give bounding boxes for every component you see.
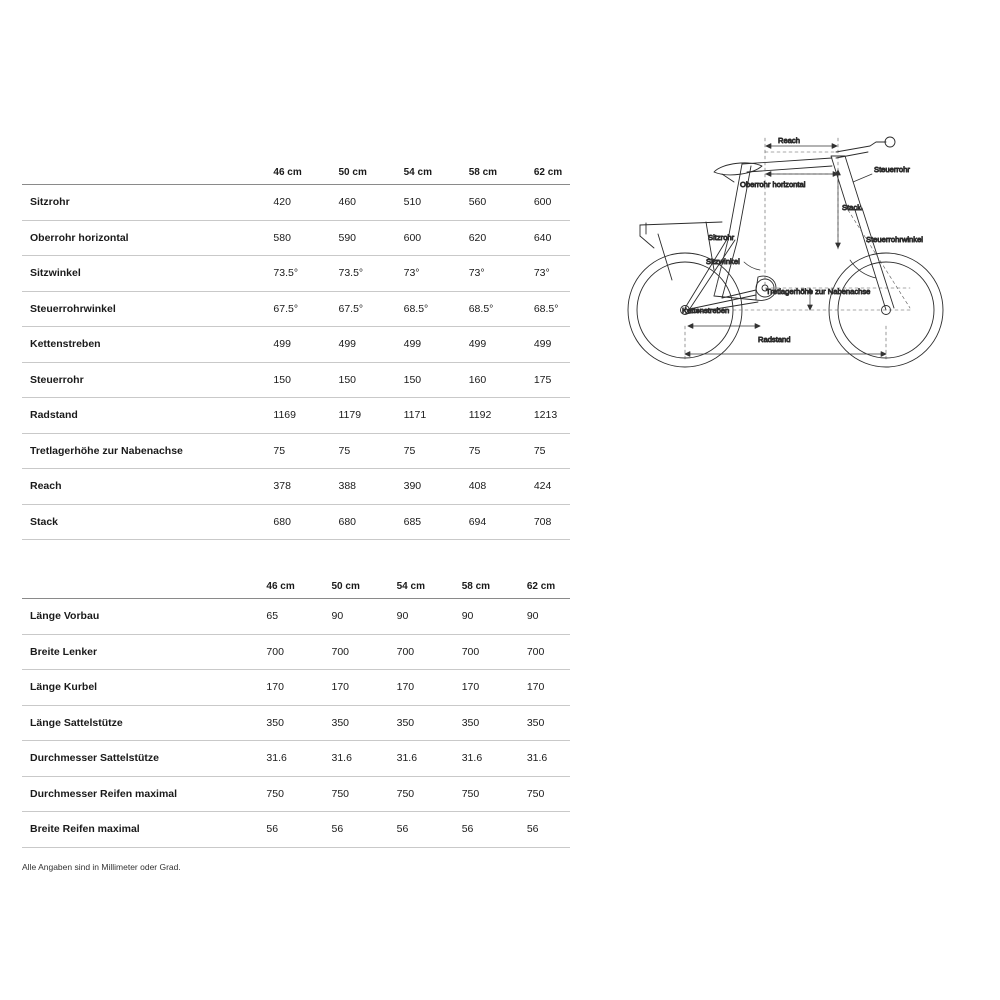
- table-row: [22, 291, 570, 327]
- table-row: [22, 599, 570, 635]
- row-value: 68.5°: [375, 291, 440, 327]
- row-value: 56: [440, 812, 505, 848]
- row-value: 600: [375, 220, 440, 256]
- row-value: 31.6: [505, 741, 570, 777]
- table-row: [22, 776, 570, 812]
- row-value: 350: [505, 705, 570, 741]
- row-label: Sitzrohr: [22, 185, 244, 221]
- components-size-header-5: 62 cm: [505, 564, 570, 599]
- row-label: Oberrohr horizontal: [22, 220, 244, 256]
- row-value: 750: [310, 776, 375, 812]
- row-value: 160: [440, 362, 505, 398]
- row-value: 350: [244, 705, 309, 741]
- row-value: 170: [440, 670, 505, 706]
- row-value: 73°: [505, 256, 570, 292]
- row-value: 90: [310, 599, 375, 635]
- label-stack: Stack: [842, 203, 861, 212]
- row-value: 700: [310, 634, 375, 670]
- row-value: 750: [440, 776, 505, 812]
- row-label: Radstand: [22, 398, 244, 434]
- row-value: 750: [375, 776, 440, 812]
- row-value: 73.5°: [310, 256, 375, 292]
- row-label: Tretlagerhöhe zur Nabenachse: [22, 433, 244, 469]
- row-value: 350: [310, 705, 375, 741]
- table-row: [22, 634, 570, 670]
- bike-geometry-diagram: [610, 130, 980, 390]
- geometry-size-header-1: 46 cm: [244, 150, 309, 185]
- row-value: 499: [244, 327, 309, 363]
- row-value: 388: [310, 469, 375, 505]
- row-value: 700: [375, 634, 440, 670]
- row-value: 175: [505, 362, 570, 398]
- row-value: 68.5°: [440, 291, 505, 327]
- row-value: 390: [375, 469, 440, 505]
- row-label: Durchmesser Reifen maximal: [22, 776, 244, 812]
- table-row: [22, 327, 570, 363]
- row-value: 420: [244, 185, 309, 221]
- table-row: [22, 705, 570, 741]
- label-sitzrohr: Sitzrohr: [708, 233, 735, 242]
- row-value: 708: [505, 504, 570, 540]
- row-value: 170: [244, 670, 309, 706]
- row-value: 56: [310, 812, 375, 848]
- row-value: 408: [440, 469, 505, 505]
- row-value: 90: [440, 599, 505, 635]
- row-value: 499: [505, 327, 570, 363]
- row-value: 700: [505, 634, 570, 670]
- table-row: [22, 398, 570, 434]
- row-value: 350: [375, 705, 440, 741]
- table-row: [22, 256, 570, 292]
- row-label: Breite Reifen maximal: [22, 812, 244, 848]
- row-value: 700: [440, 634, 505, 670]
- row-value: 56: [244, 812, 309, 848]
- row-label: Länge Vorbau: [22, 599, 244, 635]
- row-value: 31.6: [440, 741, 505, 777]
- row-value: 73.5°: [244, 256, 309, 292]
- row-label: Stack: [22, 504, 244, 540]
- row-label: Kettenstreben: [22, 327, 244, 363]
- row-value: 580: [244, 220, 309, 256]
- row-value: 460: [310, 185, 375, 221]
- components-size-header-2: 50 cm: [310, 564, 375, 599]
- table-row: [22, 220, 570, 256]
- geometry-table: [22, 150, 570, 540]
- components-size-header-3: 54 cm: [375, 564, 440, 599]
- row-value: 510: [375, 185, 440, 221]
- row-value: 499: [375, 327, 440, 363]
- row-value: 170: [375, 670, 440, 706]
- row-value: 170: [505, 670, 570, 706]
- table-row: [22, 433, 570, 469]
- table-row: [22, 670, 570, 706]
- label-steuerrohrwinkel: Steuerrohrwinkel: [866, 235, 923, 244]
- row-value: 56: [375, 812, 440, 848]
- row-value: 65: [244, 599, 309, 635]
- row-value: 1192: [440, 398, 505, 434]
- label-steuerrohr: Steuerrohr: [874, 165, 910, 174]
- table-header-row: [22, 150, 570, 185]
- label-oberrohr-horizontal: Oberrohr horizontal: [740, 180, 806, 189]
- row-value: 68.5°: [505, 291, 570, 327]
- row-value: 700: [244, 634, 309, 670]
- row-value: 378: [244, 469, 309, 505]
- row-label: Steuerrohrwinkel: [22, 291, 244, 327]
- row-value: 67.5°: [244, 291, 309, 327]
- row-value: 73°: [375, 256, 440, 292]
- label-sitzwinkel: Sitzwinkel: [706, 257, 740, 266]
- row-label: Länge Sattelstütze: [22, 705, 244, 741]
- row-value: 590: [310, 220, 375, 256]
- table-row: [22, 362, 570, 398]
- row-value: 75: [310, 433, 375, 469]
- specs-tables: [22, 150, 570, 872]
- row-value: 350: [440, 705, 505, 741]
- row-label: Sitzwinkel: [22, 256, 244, 292]
- row-value: 150: [310, 362, 375, 398]
- row-value: 499: [310, 327, 375, 363]
- diagram-labels: [682, 136, 923, 344]
- row-value: 620: [440, 220, 505, 256]
- row-value: 499: [440, 327, 505, 363]
- row-value: 73°: [440, 256, 505, 292]
- row-label: Länge Kurbel: [22, 670, 244, 706]
- footnote: Alle Angaben sind in Millimeter oder Grad.: [22, 861, 181, 872]
- table-row: [22, 185, 570, 221]
- geometry-size-header-5: 62 cm: [505, 150, 570, 185]
- label-radstand: Radstand: [758, 335, 791, 344]
- row-value: 75: [244, 433, 309, 469]
- geometry-size-header-2: 50 cm: [310, 150, 375, 185]
- row-value: 694: [440, 504, 505, 540]
- dimension-arrows: [685, 144, 886, 357]
- row-value: 424: [505, 469, 570, 505]
- row-value: 31.6: [310, 741, 375, 777]
- row-value: 680: [310, 504, 375, 540]
- row-value: 75: [375, 433, 440, 469]
- row-value: 640: [505, 220, 570, 256]
- geometry-size-header-3: 54 cm: [375, 150, 440, 185]
- row-value: 90: [375, 599, 440, 635]
- table-row: [22, 812, 570, 848]
- row-value: 1179: [310, 398, 375, 434]
- row-value: 750: [505, 776, 570, 812]
- row-label: Durchmesser Sattelstütze: [22, 741, 244, 777]
- components-header-label: [22, 564, 244, 599]
- label-reach: Reach: [778, 136, 800, 145]
- table-row: [22, 741, 570, 777]
- row-value: 600: [505, 185, 570, 221]
- geometry-size-header-4: 58 cm: [440, 150, 505, 185]
- row-value: 75: [440, 433, 505, 469]
- row-value: 67.5°: [310, 291, 375, 327]
- row-value: 31.6: [244, 741, 309, 777]
- row-label: Steuerrohr: [22, 362, 244, 398]
- row-value: 170: [310, 670, 375, 706]
- row-value: 150: [375, 362, 440, 398]
- row-label: Breite Lenker: [22, 634, 244, 670]
- table-row: [22, 469, 570, 505]
- components-size-header-4: 58 cm: [440, 564, 505, 599]
- table-row: [22, 504, 570, 540]
- label-tretlagerhoehe: Tretlagerhöhe zur Nabenachse: [766, 287, 871, 296]
- row-value: 750: [244, 776, 309, 812]
- row-value: 680: [244, 504, 309, 540]
- table-header-row: [22, 564, 570, 599]
- row-value: 56: [505, 812, 570, 848]
- components-size-header-1: 46 cm: [244, 564, 309, 599]
- label-kettenstreben: Kettenstreben: [682, 306, 730, 315]
- row-value: 1213: [505, 398, 570, 434]
- geometry-header-label: [22, 150, 244, 185]
- row-value: 31.6: [375, 741, 440, 777]
- row-value: 685: [375, 504, 440, 540]
- row-value: 150: [244, 362, 309, 398]
- row-value: 1169: [244, 398, 309, 434]
- row-label: Reach: [22, 469, 244, 505]
- row-value: 75: [505, 433, 570, 469]
- row-value: 90: [505, 599, 570, 635]
- row-value: 560: [440, 185, 505, 221]
- row-value: 1171: [375, 398, 440, 434]
- components-table: [22, 564, 570, 848]
